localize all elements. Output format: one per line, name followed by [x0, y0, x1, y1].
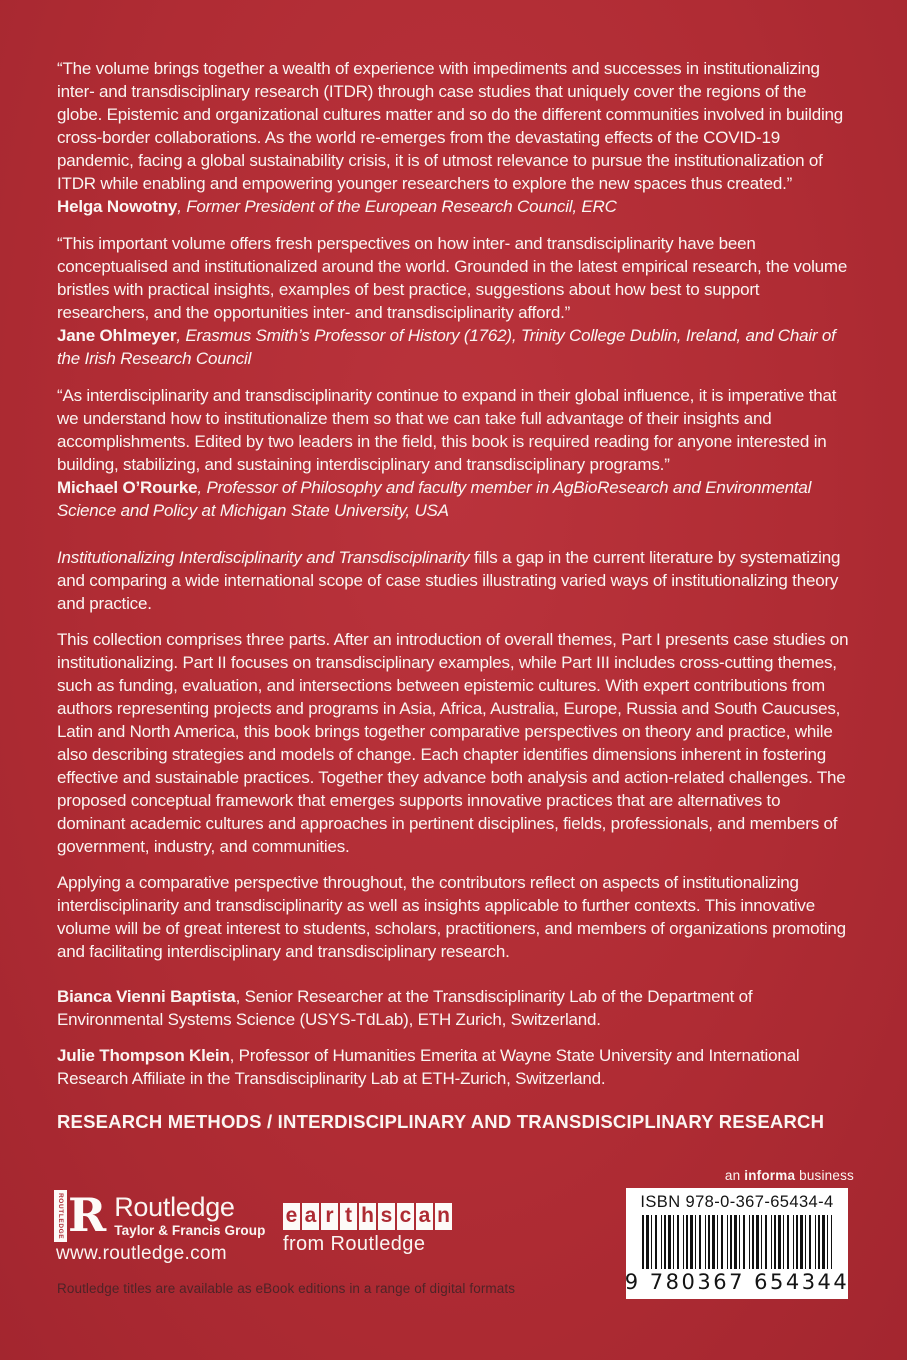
earthscan-letter: n	[435, 1203, 452, 1230]
informa-business-line	[725, 1168, 854, 1183]
endorsement-attribution	[57, 324, 851, 370]
earthscan-letter: h	[359, 1203, 376, 1230]
earthscan-letter: t	[340, 1203, 357, 1230]
earthscan-letter-tiles	[283, 1203, 452, 1230]
editor-bio-klein	[57, 1044, 851, 1090]
endorsement-quote: “The volume brings together a wealth of experience with impediments and successes in institutionalizing inter- and transdisciplinary research (ITDR) through case studies that uniquely cover the regions of the globe. Epistemic and organizational cultures matter and so do the different communities involved in building cross-border collaborations. As the world re-emerges from the devastating effects of the COVID-19 pandemic, facing a global sustainability crisis, it is of utmost relevance to pursue the institutionalization of ITDR while enabling and empowering younger researchers to explore the new spaces thus created.”	[57, 59, 844, 193]
endorser-name: Michael O’Rourke	[57, 478, 198, 497]
routledge-wordmark	[114, 1190, 265, 1238]
barcode-image	[642, 1215, 832, 1269]
endorsement-quote: “As interdisciplinarity and transdisciplinarity continue to expand in their global influence, it is imperative that we understand how to institutionalize them so that we can take full advantage of their insights and accomplishments. Edited by two leaders in the field, this book is required reading for anyone interested in building, stabilizing, and sustaining interdisciplinary and transdisciplinary programs.”	[57, 386, 837, 474]
earthscan-letter: r	[321, 1203, 338, 1230]
editor-bio-baptista	[57, 985, 851, 1031]
endorsement-ohlmeyer	[57, 232, 851, 370]
endorsement-attribution	[57, 476, 851, 522]
endorsement-orourke	[57, 384, 851, 522]
editor-name: Julie Thompson Klein	[57, 1046, 230, 1065]
informa-suffix: business	[795, 1168, 854, 1183]
endorsement-attribution	[57, 195, 851, 218]
earthscan-letter: a	[302, 1203, 319, 1230]
routledge-logo	[54, 1190, 265, 1242]
description-paragraph-1-text: fills a gap in the current literature by systematizing and comparing a wide international scope of case studies illustrating varied ways of institutionalizing theory and practice.	[57, 548, 841, 613]
isbn-digits: 9 780367 654344	[624, 1270, 850, 1294]
editor-name: Bianca Vienni Baptista	[57, 987, 236, 1006]
editor-bio-text: , Senior Researcher at the Transdisciplinarity Lab of the Department of Environmental Systems Science (USYS-TdLab), ETH Zurich, Switzerland.	[57, 987, 753, 1029]
isbn-barcode-panel	[626, 1188, 848, 1299]
earthscan-letter: e	[283, 1203, 300, 1230]
editor-bio-text: , Professor of Humanities Emerita at Wayne State University and International Research Affiliate in the Transdisciplinarity Lab at ETH-Zurich, Switzerland.	[57, 1046, 800, 1088]
earthscan-letter: a	[416, 1203, 433, 1230]
endorsement-nowotny	[57, 57, 851, 218]
endorser-affiliation: , Former President of the European Research Council, ERC	[177, 197, 617, 216]
routledge-name: Routledge	[114, 1192, 235, 1222]
description-paragraph-1	[57, 546, 851, 615]
category-line: RESEARCH METHODS / INTERDISCIPLINARY AND TRANSDISCIPLINARY RESEARCH	[57, 1111, 825, 1132]
routledge-website: www.routledge.com	[56, 1243, 227, 1264]
endorser-name: Jane Ohlmeyer	[57, 326, 177, 345]
earthscan-letter: s	[378, 1203, 395, 1230]
informa-prefix: an	[724, 1168, 745, 1183]
earthscan-logo	[283, 1203, 452, 1256]
earthscan-letter: c	[397, 1203, 414, 1230]
endorser-affiliation: , Professor of Philosophy and faculty member in AgBioResearch and Environmental Science and Policy at Michigan State University, USA	[57, 478, 812, 520]
book-title-italic: Institutionalizing Interdisciplinarity and Transdisciplinarity	[57, 548, 470, 567]
earthscan-subtitle: from Routledge	[283, 1233, 426, 1255]
description-paragraph-3: Applying a comparative perspective throughout, the contributors reflect on aspects of institutionalizing interdisciplinarity and transdisciplinarity as well as insights applicable to further contexts. This innovative volume will be of great interest to students, scholars, practitioners, and members of organizations promoting and facilitating interdisciplinary and transdisciplinary research.	[57, 873, 846, 961]
endorser-affiliation: , Erasmus Smith’s Professor of History (1762), Trinity College Dublin, Ireland, and Chair of the Irish Research Council	[57, 326, 836, 368]
endorser-name: Helga Nowotny	[57, 197, 178, 216]
taylor-francis-subtitle: Taylor & Francis Group	[114, 1223, 266, 1238]
ebook-availability-note: Routledge titles are available as eBook editions in a range of digital formats	[57, 1281, 516, 1296]
routledge-vertical-text: ROUTLEDGE	[57, 1192, 64, 1240]
routledge-r-icon: R	[68, 1188, 107, 1242]
back-cover-text-block	[57, 57, 851, 1134]
routledge-vertical-bar	[54, 1190, 67, 1242]
informa-wordmark: informa	[744, 1168, 796, 1183]
endorsement-quote: “This important volume offers fresh perspectives on how inter- and transdisciplinarity have been conceptualised and institutionalized around the world. Grounded in the latest empirical research, the volume bristles with practical insights, examples of best practice, suggestions about how best to support researchers, and the opportunities inter- and transdisciplinarity afford.”	[57, 234, 848, 322]
description-paragraph-2: This collection comprises three parts. After an introduction of overall themes, Part I presents case studies on institutionalizing. Part II focuses on transdisciplinary examples, while Part III includes cross-cutting themes, such as funding, evaluation, and intersections between epistemic cultures. With expert contributions from authors representing projects and programs in Asia, Africa, Australia, Europe, Russia and South Caucuses, Latin and North America, this book brings together comparative perspectives on theory and practice, while also describing strategies and models of change. Each chapter identifies dimensions inherent in fostering effective and sustainable practices. Together they advance both analysis and action-related challenges. The proposed conceptual framework that emerges supports innovative practices that are alternatives to dominant academic cultures and approaches in pertinent disciplines, fields, professionals, and members of government, industry, and communities.	[57, 630, 849, 856]
isbn-label: ISBN 978-0-367-65434-4	[640, 1193, 834, 1211]
